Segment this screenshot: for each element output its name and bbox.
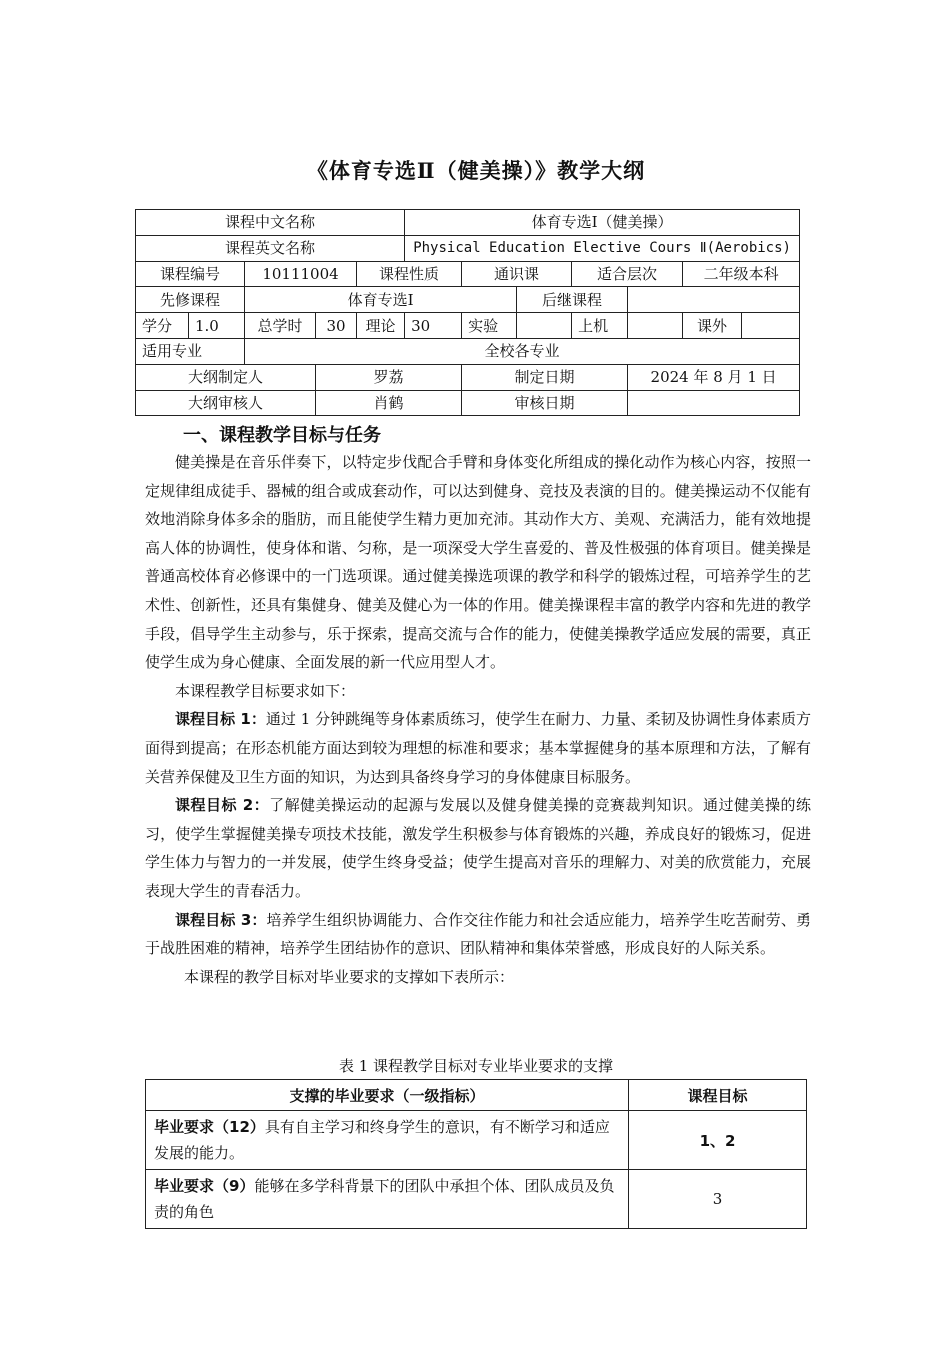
computer-value: [628, 313, 683, 339]
computer-label: 上机: [572, 313, 628, 339]
lab-label: 实验: [462, 313, 517, 339]
credit-value: 1.0: [189, 313, 245, 339]
requirement-label: 毕业要求（12）: [154, 1118, 265, 1136]
nature-value: 通识课: [462, 261, 572, 287]
prereq-label: 先修课程: [136, 287, 245, 313]
author-value: 罗荔: [316, 364, 462, 390]
goal-3-label: 课程目标 3：: [175, 910, 267, 929]
review-date-value: [628, 390, 800, 416]
requirement-cell: [146, 1111, 629, 1170]
info-row-hours: [136, 313, 800, 339]
info-row-author: [136, 364, 800, 390]
credit-label: 学分: [136, 313, 189, 339]
info-row-major: [136, 338, 800, 364]
intro-paragraph: 健美操是在音乐伴奏下，以特定步伐配合手臂和身体变化所组成的操化动作为核心内容，按照一定规律组成徒手、器械的组合或成套动作，可以达到健身、竞技及表演的目的。健美操运动不仅能有效地消除身体多余的脂肪，而且能使学生精力更加充沛。其动作大方、美观、充满活力，能有效地提高人体的协调性，使身体和谐、匀称，是一项深受大学生喜爱的、普及性极强的体育项目。健美操是普通高校体育必修课中的一门选项课。通过健美操选项课的教学和科学的锻炼过程，可培养学生的艺术性、创新性，还具有集健身、健美及健心为一体的作用。健美操课程丰富的教学内容和先进的教学手段，倡导学生主动参与，乐于探索，提高交流与合作的能力，使健美操教学适应发展的需要，真正使学生成为身心健康、全面发展的新一代应用型人才。: [145, 453, 811, 672]
table-row: [146, 1170, 807, 1229]
en-name-value: Physical Education Elective Cours Ⅱ(Aerobics): [405, 235, 800, 261]
info-row-prereq: [136, 287, 800, 313]
level-label: 适合层次: [572, 261, 683, 287]
date-label: 制定日期: [462, 364, 628, 390]
table-caption: 表 1 课程教学目标对专业毕业要求的支撑: [338, 1057, 614, 1075]
cn-name-value: 体育专选Ⅰ（健美操）: [405, 210, 800, 236]
goal-cell: 1、2: [629, 1111, 807, 1170]
major-value: 全校各专业: [245, 338, 800, 364]
goal-2-label: 课程目标 2：: [175, 796, 270, 815]
cn-name-label: 课程中文名称: [136, 210, 405, 236]
info-row-reviewer: [136, 390, 800, 416]
goal-1-label: 课程目标 1：: [175, 710, 266, 729]
review-date-label: 审核日期: [462, 390, 628, 416]
requirement-text: 能够在多学科背景下的团队中承担个体、团队成员及负责的角色: [154, 1177, 615, 1221]
goal-2-text: 了解健美操运动的起源与发展以及健身健美操的竞赛裁判知识。通过健美操的练习，使学生掌握健美操专项技术技能，激发学生积极参与体育锻炼的兴趣，养成良好的锻炼习，促进学生体力与智力的一并发展，使学生终身受益；使学生提高对音乐的理解力、对美的欣赏能力，充展表现大学生的青春活力。: [145, 796, 811, 900]
goal-cell: 3: [629, 1170, 807, 1229]
section-body: [145, 448, 811, 991]
document-title: 《体育专选Ⅱ（健美操）》教学大纲: [306, 158, 646, 183]
prereq-value: 体育专选Ⅰ: [245, 287, 517, 313]
nature-label: 课程性质: [357, 261, 462, 287]
lab-value: [517, 313, 572, 339]
requirement-text: 具有自主学习和终身学生的意识，有不断学习和适应发展的能力。: [154, 1118, 610, 1162]
support-table-header: [146, 1080, 807, 1111]
goal-1-text: 通过 1 分钟跳绳等身体素质练习，使学生在耐力、力量、柔韧及协调性身体素质方面得到提高；在形态机能方面达到较为理想的标准和要求；基本掌握健身的基本原理和方法，了解有关营养保健及卫生方面的知识，为达到具备终身学习的身体健康目标服务。: [145, 710, 811, 786]
goal-2-paragraph: [145, 791, 811, 905]
en-name-label: 课程英文名称: [136, 235, 405, 261]
goal-3-paragraph: [145, 906, 811, 963]
extra-value: [742, 313, 800, 339]
followup-value: [628, 287, 800, 313]
section-heading: 一、课程教学目标与任务: [183, 425, 381, 446]
date-value: 2024 年 8 月 1 日: [628, 364, 800, 390]
support-table: [145, 1079, 807, 1229]
info-row-en-name: [136, 235, 800, 261]
reviewer-label: 大纲审核人: [136, 390, 316, 416]
goals-intro: 本课程教学目标要求如下：: [175, 681, 356, 700]
support-intro: 本课程的教学目标对毕业要求的支撑如下表所示：: [184, 967, 515, 986]
hours-label: 总学时: [245, 313, 316, 339]
major-label: 适用专业: [136, 338, 245, 364]
course-info-table: [135, 209, 800, 416]
author-label: 大纲制定人: [136, 364, 316, 390]
theory-value: 30: [405, 313, 462, 339]
theory-label: 理论: [357, 313, 405, 339]
hours-value: 30: [316, 313, 357, 339]
info-row-cn-name: [136, 210, 800, 236]
header-goal: 课程目标: [629, 1080, 807, 1111]
goal-1-paragraph: [145, 705, 811, 791]
code-value: 10111004: [245, 261, 357, 287]
followup-label: 后继课程: [517, 287, 628, 313]
header-requirement: 支撑的毕业要求（一级指标）: [146, 1080, 629, 1111]
reviewer-value: 肖鹤: [316, 390, 462, 416]
code-label: 课程编号: [136, 261, 245, 287]
extra-label: 课外: [683, 313, 742, 339]
goal-3-text: 培养学生组织协调能力、合作交往作能力和社会适应能力，培养学生吃苦耐劳、勇于战胜困难的精神，培养学生团结协作的意识、团队精神和集体荣誉感，形成良好的人际关系。: [145, 910, 811, 958]
level-value: 二年级本科: [683, 261, 800, 287]
requirement-label: 毕业要求（9）: [154, 1177, 255, 1195]
requirement-cell: [146, 1170, 629, 1229]
table-row: [146, 1111, 807, 1170]
info-row-code: [136, 261, 800, 287]
